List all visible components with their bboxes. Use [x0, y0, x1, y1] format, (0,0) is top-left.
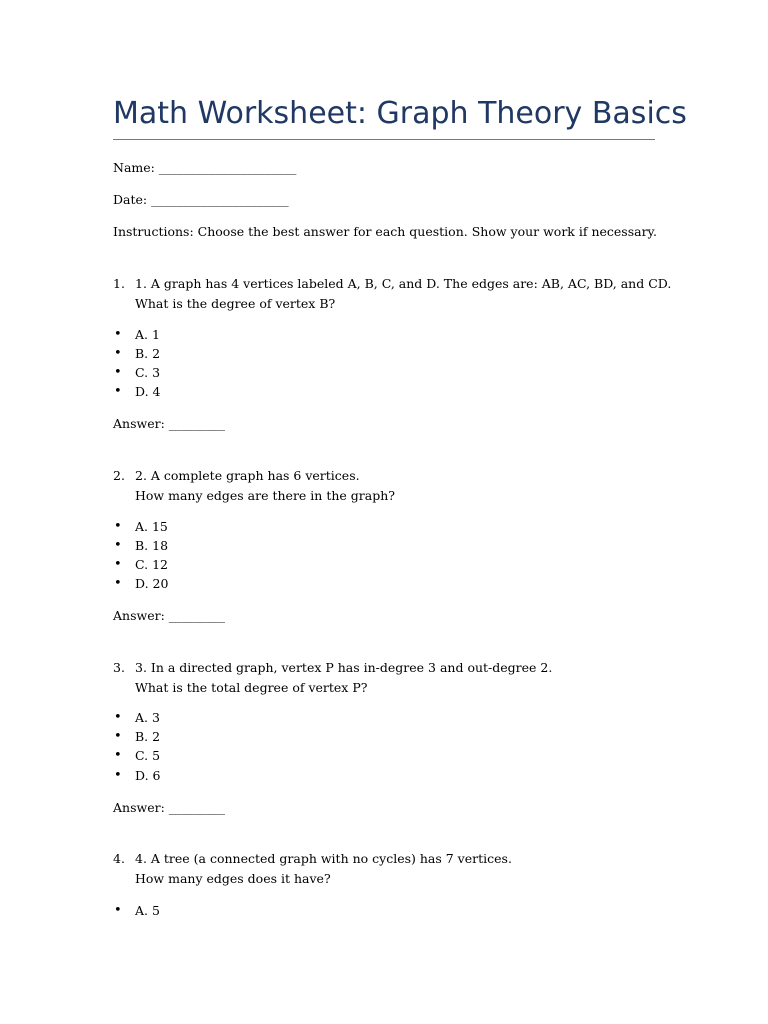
option-label: C. 12: [135, 557, 168, 572]
question-number: 4.: [113, 851, 125, 866]
option-label: A. 1: [135, 327, 160, 342]
option-label: D. 4: [135, 384, 161, 399]
option-label: B. 2: [135, 729, 161, 744]
question-line-2: What is the degree of vertex B?: [135, 296, 336, 311]
option-label: D. 6: [135, 768, 161, 783]
question-number: 3.: [113, 660, 125, 675]
option-label: B. 2: [135, 346, 161, 361]
bullet-icon: •: [114, 538, 122, 553]
title-underline: [113, 139, 655, 140]
option-label: D. 20: [135, 576, 169, 591]
question-line-1: 3. In a directed graph, vertex P has in-degree 3 and out-degree 2.: [135, 660, 553, 675]
instructions-text: Instructions: Choose the best answer for each question. Show your work if necessary.: [113, 224, 657, 239]
question-line-1: 4. A tree (a connected graph with no cycles) has 7 vertices.: [135, 851, 512, 866]
option-label: A. 15: [135, 519, 168, 534]
bullet-icon: •: [114, 346, 122, 361]
bullet-icon: •: [114, 557, 122, 572]
question-text: [135, 274, 671, 314]
date-field: Date: ______________________: [113, 192, 289, 207]
question-text: [135, 466, 395, 506]
question-line-2: What is the total degree of vertex P?: [135, 680, 368, 695]
bullet-icon: •: [114, 748, 122, 763]
answer-line: Answer: _________: [113, 416, 225, 431]
question-text: [135, 849, 512, 889]
bullet-icon: •: [114, 384, 122, 399]
option-label: A. 5: [135, 903, 160, 918]
option-label: C. 3: [135, 365, 161, 380]
bullet-icon: •: [114, 903, 122, 918]
bullet-icon: •: [114, 519, 122, 534]
bullet-icon: •: [114, 729, 122, 744]
option-label: C. 5: [135, 748, 161, 763]
question-line-1: 1. A graph has 4 vertices labeled A, B, C, and D. The edges are: AB, AC, BD, and CD.: [135, 276, 672, 291]
question-text: [135, 658, 552, 698]
question-line-2: How many edges are there in the graph?: [135, 488, 395, 503]
page-title: Math Worksheet: Graph Theory Basics: [113, 96, 687, 131]
question-number: 1.: [113, 276, 125, 291]
bullet-icon: •: [114, 576, 122, 591]
option-label: A. 3: [135, 710, 160, 725]
question-number: 2.: [113, 468, 125, 483]
name-field: Name: ______________________: [113, 160, 297, 175]
bullet-icon: •: [114, 327, 122, 342]
answer-line: Answer: _________: [113, 800, 225, 815]
option-label: B. 18: [135, 538, 169, 553]
question-line-2: How many edges does it have?: [135, 871, 331, 886]
question-line-1: 2. A complete graph has 6 vertices.: [135, 468, 360, 483]
bullet-icon: •: [114, 768, 122, 783]
bullet-icon: •: [114, 365, 122, 380]
answer-line: Answer: _________: [113, 608, 225, 623]
bullet-icon: •: [114, 710, 122, 725]
